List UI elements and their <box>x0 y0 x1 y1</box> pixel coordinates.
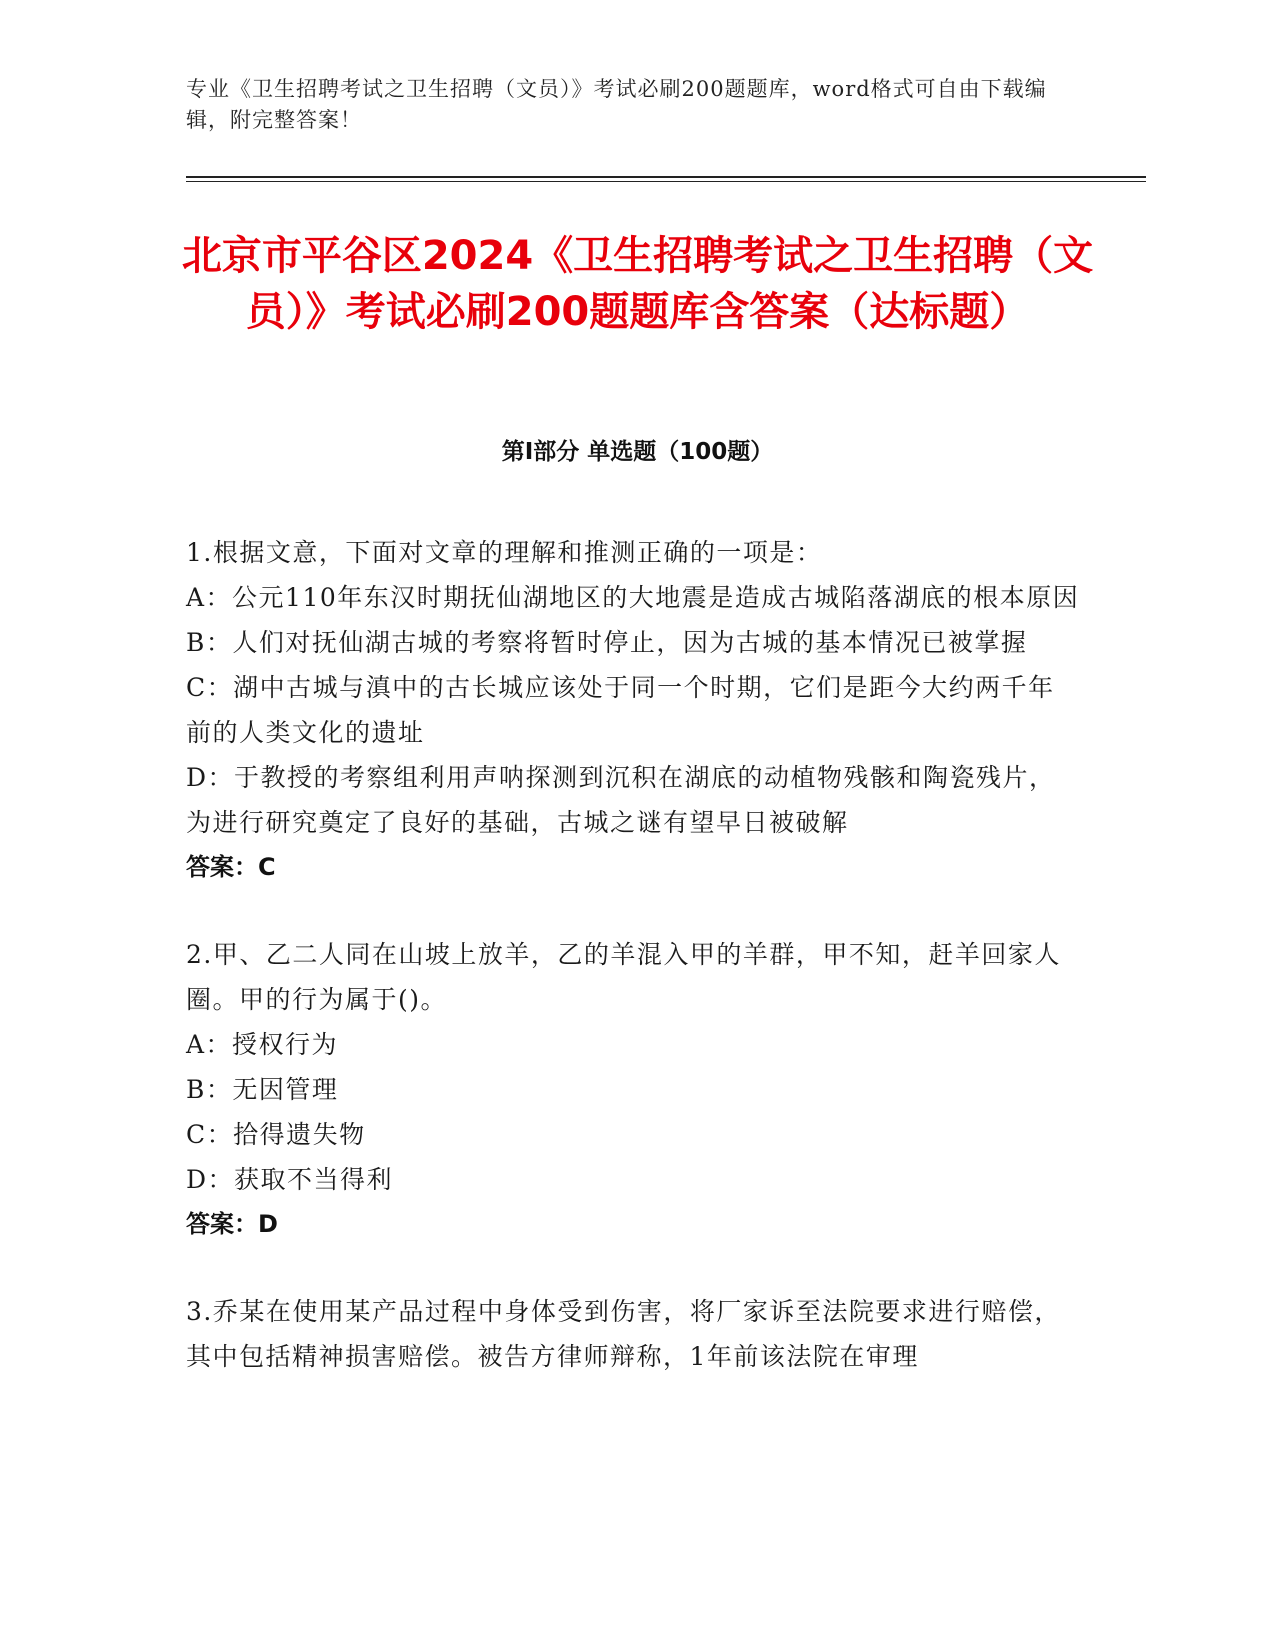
answer-line: 答案：D <box>186 1210 278 1238</box>
option-c: C：湖中古城与滇中的古长城应该处于同一个时期，它们是距今大约两千年前的人类文化的遗址 <box>186 673 1055 747</box>
question-1 <box>186 530 1081 890</box>
question-2 <box>186 932 1081 1247</box>
document-title: 北京市平谷区2024《卫生招聘考试之卫生招聘（文员）》考试必刷200题题库含答案（达标题） <box>181 233 1094 335</box>
option-d: D：于教授的考察组利用声呐探测到沉积在湖底的动植物残骸和陶瓷残片，为进行研究奠定了良好的基础，古城之谜有望早日被破解 <box>186 763 1056 837</box>
header-note: 专业《卫生招聘考试之卫生招聘（文员）》考试必刷200题题库，word格式可自由下载编辑，附完整答案！ <box>186 77 1047 132</box>
question-stem: 2.甲、乙二人同在山坡上放羊，乙的羊混入甲的羊群，甲不知，赶羊回家人圈。甲的行为属于()。 <box>186 940 1061 1014</box>
option-c: C：拾得遗失物 <box>186 1120 366 1149</box>
question-stem: 3.乔某在使用某产品过程中身体受到伤害，将厂家诉至法院要求进行赔偿，其中包括精神损害赔偿。被告方律师辩称，1年前该法院在审理 <box>186 1297 1061 1371</box>
section-heading: 第Ⅰ部分 单选题（100题） <box>501 439 774 465</box>
header-divider-thick <box>186 176 1146 178</box>
option-b: B：无因管理 <box>186 1075 339 1104</box>
option-a: A：公元110年东汉时期抚仙湖地区的大地震是造成古城陷落湖底的根本原因 <box>186 583 1080 612</box>
option-d: D：获取不当得利 <box>186 1165 394 1194</box>
option-a: A：授权行为 <box>186 1030 339 1059</box>
question-list <box>186 530 1081 1421</box>
answer-line: 答案：C <box>186 853 276 881</box>
question-3 <box>186 1289 1081 1379</box>
option-b: B：人们对抚仙湖古城的考察将暂时停止，因为古城的基本情况已被掌握 <box>186 628 1028 657</box>
question-stem: 1.根据文意，下面对文章的理解和推测正确的一项是： <box>186 538 823 567</box>
header-divider-thin <box>186 181 1146 182</box>
